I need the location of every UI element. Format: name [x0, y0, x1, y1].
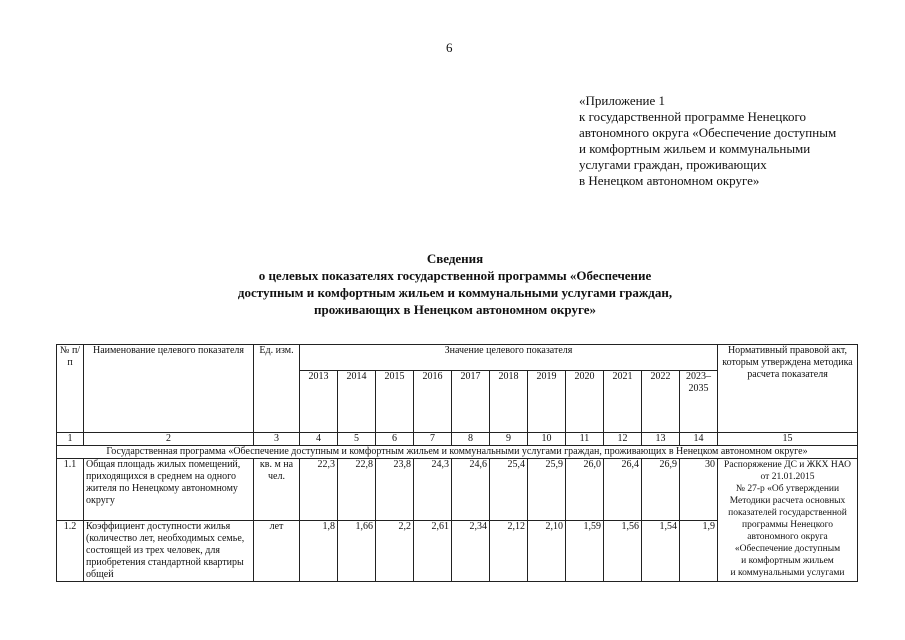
year-header: 2016: [414, 371, 452, 433]
value-cell: 26,9: [642, 459, 680, 521]
year-header: 2018: [490, 371, 528, 433]
act-line: программы Ненецкого: [742, 520, 833, 530]
value-cell: 26,0: [566, 459, 604, 521]
appendix-line: «Приложение 1: [579, 93, 666, 108]
column-number: 11: [566, 433, 604, 446]
title-line: доступным и комфортным жильем и коммунальными услугами граждан,: [237, 285, 673, 300]
value-cell: 1,56: [604, 521, 642, 582]
value-cell: 1,66: [338, 521, 376, 582]
column-number: 14: [680, 433, 718, 446]
column-number: 15: [718, 433, 858, 446]
header-name: Наименование целевого показателя: [84, 345, 254, 433]
column-number: 10: [528, 433, 566, 446]
act-line: и комфортным жильем: [741, 556, 834, 566]
column-number: 2: [84, 433, 254, 446]
value-cell: 22,8: [338, 459, 376, 521]
value-cell: 2,61: [414, 521, 452, 582]
column-number: 7: [414, 433, 452, 446]
column-number: 9: [490, 433, 528, 446]
column-number: 4: [300, 433, 338, 446]
indicators-table: [56, 344, 858, 582]
act-line: и коммунальными услугами: [730, 568, 845, 578]
value-cell: 30: [680, 459, 718, 521]
row-name: Общая площадь жилых помещений, приходящихся в среднем на одного жителя по Ненецкому автономному округу: [84, 459, 254, 521]
program-row: Государственная программа «Обеспечение доступным и комфортным жильем и коммунальными услугами граждан, проживающих в Ненецком автономном округе»: [57, 446, 858, 459]
appendix-line: и комфортным жильем и коммунальными: [579, 141, 811, 156]
column-number: 3: [254, 433, 300, 446]
document-title: [150, 250, 760, 318]
header-act: Нормативный правовой акт, которым утверждена методика расчета показателя: [718, 345, 858, 433]
act-line: Методики расчета основных: [729, 496, 846, 506]
act-line: № 27-р «Об утверждении: [735, 484, 840, 494]
title-line: о целевых показателях государственной программы «Обеспечение: [258, 268, 652, 283]
value-cell: 1,59: [566, 521, 604, 582]
title-line: Сведения: [426, 251, 484, 266]
value-cell: 25,4: [490, 459, 528, 521]
value-cell: 2,10: [528, 521, 566, 582]
act-line: показателей государственной: [728, 508, 847, 518]
value-cell: 22,3: [300, 459, 338, 521]
header-values: Значение целевого показателя: [300, 345, 718, 371]
column-number: 5: [338, 433, 376, 446]
value-cell: 25,9: [528, 459, 566, 521]
value-cell: 2,12: [490, 521, 528, 582]
appendix-line: в Ненецком автономном округе»: [579, 173, 760, 188]
act-line: от 21.01.2015: [760, 472, 815, 482]
year-header: 2014: [338, 371, 376, 433]
value-cell: 23,8: [376, 459, 414, 521]
value-cell: 2,2: [376, 521, 414, 582]
act-line: автономного округа: [747, 532, 828, 542]
year-header: 2022: [642, 371, 680, 433]
header-unit: Ед. изм.: [254, 345, 300, 433]
value-cell: 1,8: [300, 521, 338, 582]
appendix-line: к государственной программе Ненецкого: [579, 109, 807, 124]
year-header: 2020: [566, 371, 604, 433]
column-number: 13: [642, 433, 680, 446]
header-num: № п/п: [57, 345, 84, 433]
row-unit: кв. м на чел.: [254, 459, 300, 521]
row-name: Коэффициент доступности жилья (количество лет, необходимых семье, состоящей из трех человек, для приобретения стандартной квартиры общей: [84, 521, 254, 582]
value-cell: 24,3: [414, 459, 452, 521]
year-header: 2015: [376, 371, 414, 433]
value-cell: 2,34: [452, 521, 490, 582]
appendix-heading: [579, 93, 836, 189]
column-number: 8: [452, 433, 490, 446]
appendix-line: услугами граждан, проживающих: [579, 157, 767, 172]
column-number: 1: [57, 433, 84, 446]
year-header: 2023–2035: [680, 371, 718, 433]
column-number: 6: [376, 433, 414, 446]
value-cell: 24,6: [452, 459, 490, 521]
page-number: 6: [446, 40, 453, 55]
year-header: 2017: [452, 371, 490, 433]
row-num: 1.2: [57, 521, 84, 582]
value-cell: 1,54: [642, 521, 680, 582]
value-cell: 26,4: [604, 459, 642, 521]
title-line: проживающих в Ненецком автономном округе»: [314, 302, 596, 317]
year-header: 2021: [604, 371, 642, 433]
act-cell: [718, 459, 858, 582]
year-header: 2013: [300, 371, 338, 433]
appendix-line: автономного округа «Обеспечение доступным: [579, 125, 837, 140]
year-header: 2019: [528, 371, 566, 433]
value-cell: 1,9: [680, 521, 718, 582]
act-line: Распоряжение ДС и ЖКХ НАО: [724, 460, 851, 470]
row-num: 1.1: [57, 459, 84, 521]
row-unit: лет: [254, 521, 300, 582]
act-line: «Обеспечение доступным: [734, 544, 841, 554]
column-number: 12: [604, 433, 642, 446]
